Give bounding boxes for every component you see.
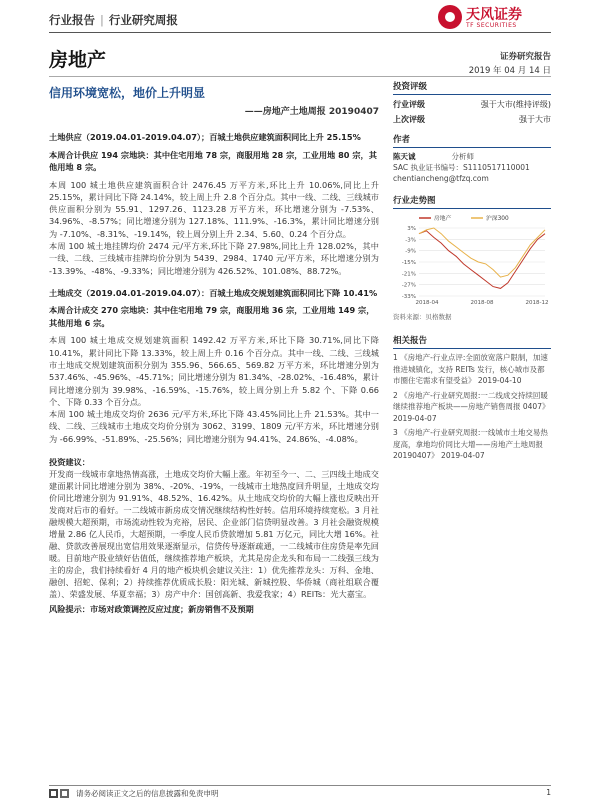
legend-label: 沪深300 (486, 216, 509, 222)
rating-box (393, 80, 551, 125)
supply-paragraph-price: 本周 100 城土地挂牌均价 2474 元/平方米,环比下降 27.98%,同比上升 128.02%，其中一线、二线、三线城市挂牌均价分别为 5439、2984、1740 元/平方米，环比增速分别为 -13.39%、-48%、-9.33%；同比增速分别为 426.52%、101.08%、88.72%。 (49, 240, 379, 276)
chart-source: 资料来源：贝格数据 (393, 313, 452, 321)
rating-row-previous (393, 114, 551, 125)
investment-advice-title: 投资建议： (49, 457, 90, 468)
main-content (49, 84, 379, 615)
transaction-paragraph-area: 本周 100 城土地成交规划建筑面积 1492.42 万平方米,环比下降 30.71%,同比下降 10.41%，累计同比下降 13.33%，较上周上升 0.16 个百分点。其中一线、二线、三线城市土地成交规划建筑面积分别为 355.96、566.65、569.82 万平方米，环比增速分别为 537.46%、-45.96%、-45.71%；同比增速分别为 81.34%、-28.02%、-16.48%，累计同比增速分别为 39.98%、-16.59%、-15.76%，较上周分别上升 5.82 个、下降 0.66 个、下降 0.33 个百分点。 (49, 335, 379, 407)
transaction-summary: 本周合计成交 270 宗地块：其中住宅用地 79 宗，商服用地 36 宗，工业用地 149 宗，其他用地 6 宗。 (49, 305, 375, 328)
y-tick-label: -21% (401, 271, 416, 278)
related-report-item[interactable]: 1 《房地产-行业点评:全面放宽落户限制，加速推进城镇化，支持 REITs 发行，核心城市及都市圈住宅需求有望受益》 2019-04-10 (393, 353, 548, 385)
rating-value: 强于大市(维持评级) (480, 100, 551, 109)
y-tick-label: -27% (401, 282, 416, 289)
related-reports-box (393, 334, 551, 462)
rating-label: 上次评级 (393, 115, 425, 124)
trend-chart (393, 212, 551, 312)
y-tick-label: 3% (407, 226, 416, 232)
y-tick-label: -33% (401, 294, 416, 300)
category-separator: | (100, 13, 104, 27)
x-tick-label: 2018-04 (415, 300, 439, 306)
category-primary: 行业报告 (49, 13, 95, 27)
y-tick-label: -15% (401, 260, 416, 266)
logo-mark-icon (438, 5, 462, 29)
related-title: 相关报告 (393, 334, 551, 349)
x-tick-label: 2018-12 (525, 300, 549, 306)
qr-code-icon (60, 789, 69, 798)
category-secondary: 行业研究周报 (108, 13, 178, 27)
rating-title: 投资评级 (393, 80, 551, 95)
analyst-role: 分析师 (451, 152, 474, 161)
industry-title: 房地产 (49, 49, 107, 71)
report-date: 2019 年 04 月 14 日 (468, 66, 551, 76)
header-divider (49, 32, 551, 33)
y-tick-label: -9% (405, 248, 416, 255)
series-line (419, 228, 545, 277)
legend-label: 房地产 (434, 216, 452, 222)
report-type: 证券研究报告 (499, 52, 551, 62)
transaction-section-title: 土地成交（2019.04.01-2019.04.07）：百城土地成交规划建筑面积同比下降 10.41% (49, 287, 378, 298)
rating-label: 行业评级 (393, 100, 425, 109)
supply-paragraph-area: 本周 100 城土地供应建筑面积合计 2476.45 万平方米,环比上升 10.06%,同比上升 25.15%，累计同比下降 24.14%，较上周上升 2.8 个百分点。其中一线、二线、三线城市供应面积分别为 55.91、1297.26、1123.28 万平方米，环比增速分别为 -7.53%、34.96%、-8.57%；同比增速分别为 127.18%、111.9%、-16.3%，累计同比增速分别为 -7.10%、-8.31%、-19.14%，较上周分别上升 2.34、5.60、0.24 个百分点。 (49, 179, 379, 239)
report-category (49, 12, 178, 28)
analyst-name-row (393, 151, 551, 162)
trend-box (393, 194, 551, 321)
footer-divider (49, 785, 551, 786)
disclaimer-note: 请务必阅读正文之后的信息披露和免责申明 (76, 789, 219, 798)
tf-securities-logo (438, 4, 558, 32)
supply-summary: 本周合计供应 194 宗地块：其中住宅用地 78 宗，商服用地 28 宗，工业用地 80 宗，其他用地 8 宗。 (49, 149, 377, 172)
trend-chart-svg (393, 212, 551, 310)
rating-row-industry (393, 99, 551, 110)
report-subtitle: ——房地产土地周报 20190407 (244, 107, 379, 117)
x-tick-label: 2018-08 (470, 300, 494, 306)
rating-value: 强于大市 (519, 115, 551, 124)
title-divider (49, 76, 551, 77)
logo-text-en: TF SECURITIES (466, 22, 517, 29)
transaction-paragraph-price: 本周 100 城土地成交均价 2636 元/平方米,环比下降 43.45%同比上升 21.53%。其中一线、二线、三线城市土地成交均价分别为 3062、3199、1809 元/平方米，环比增速分别为 -66.99%、-51.89%、-25.56%；同比增速分别为 94.41%、24.86%、-4.08%。 (49, 409, 379, 444)
analyst-license: SAC 执业证书编号：S1110517110001 (393, 163, 530, 172)
investment-advice-text: 开发商一线城市拿地热情高涨，土地成交均价大幅上涨。年初至今一、二、三四线土地成交建面累计同比增速分别为 38%、-20%、-19%，一线城市土地热度回升明显，土地成交均价同比增速分别为 91.91%、48.52%、16.42%。从土地成交均价的大幅上涨也反映出开发商对后市的看好。一二线城市新房成交情况继续结构性好转。信用环境持续宽松。3 月社融规模大超预期，市场流动性较为充裕，居民、企业部门信贷明显改善。3 月社会融资规模增量 2.86 亿人民币，大超预期，一季度人民币贷款增加 5.81 万亿元，同比大增 16%。社融、贷款改善展现出宽信用效果逐渐显示，信贷传导逐渐疏通，一二线城市住房贷是率先回暖。目前地产股业绩好估值低，继续推荐地产板块，尤其是房企龙头和布局一二线强三线为主的房企，我们持续看好 4 月的地产板块机会建议关注：1）优先推荐龙头：万科、金地、融创、招蛇、保利；2）持续推荐优质成长股：阳光城、新城控股、华侨城（商社组联合覆盖）、荣盛发展、华夏幸福；3）房产中介：国创高新、我爱我家；4）REITs：光大嘉宝。 (49, 469, 379, 600)
supply-section-title: 土地供应（2019.04.01-2019.04.07）；百城土地供应建筑面积同比上升 25.15% (49, 132, 361, 142)
page-number: 1 (546, 788, 551, 797)
author-title: 作者 (393, 133, 551, 148)
report-headline: 信用环境宽松，地价上升明显 (49, 86, 206, 100)
related-report-item[interactable]: 2 《房地产-行业研究周报:一二线成交持续回暖 继续推荐地产板块——房地产销售周报 0407》 2019-04-07 (393, 390, 550, 423)
logo-text-cn: 天风证券 (466, 7, 522, 23)
related-report-item[interactable]: 3 《房地产-行业研究周报:一线城市土地交易热度高，拿地均价同比大增——房地产土地周报 20190407》 2019-04-07 (393, 428, 548, 460)
risk-warning: 风险提示：市场对政策调控反应过度；新房销售不及预期 (49, 604, 254, 615)
analyst-name: 陈天诚 (393, 152, 416, 161)
qr-code-icon (49, 789, 58, 798)
trend-title: 行业走势图 (393, 194, 551, 209)
author-box (393, 133, 551, 184)
y-tick-label: -3% (405, 237, 416, 244)
analyst-email[interactable]: chentiancheng@tfzq.com (393, 174, 489, 183)
